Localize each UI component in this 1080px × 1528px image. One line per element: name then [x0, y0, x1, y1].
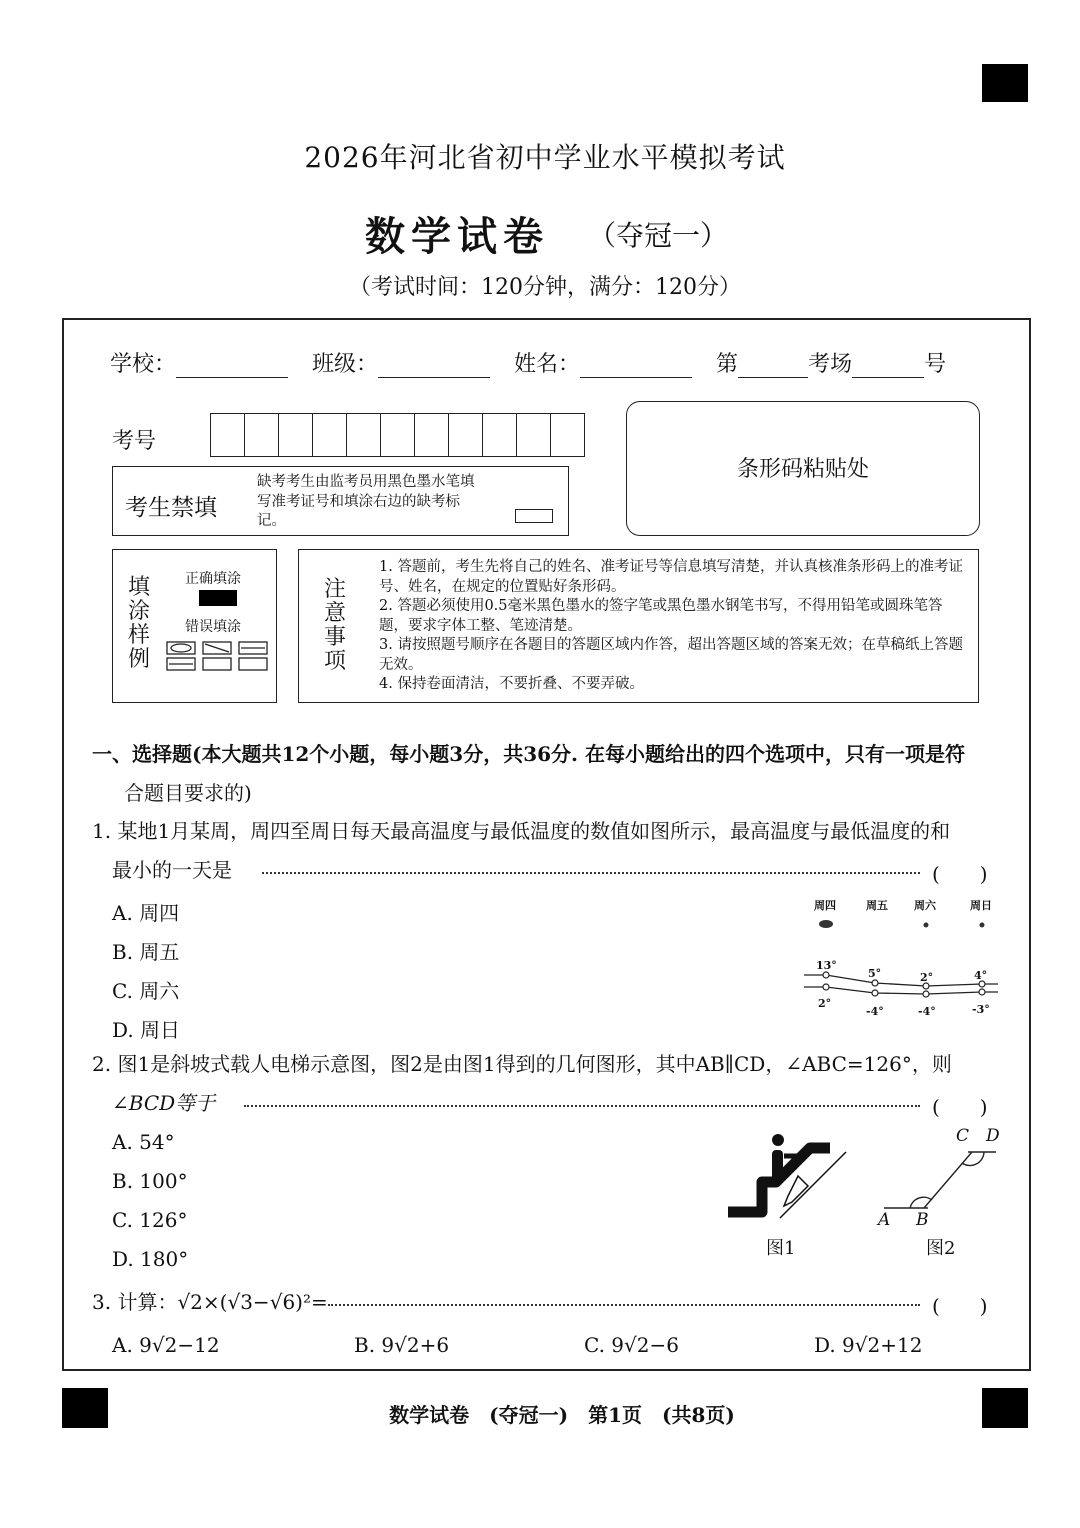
point-d-label: D: [986, 1126, 1000, 1146]
school-field[interactable]: [176, 355, 288, 378]
option-b: B. 周五: [112, 940, 180, 964]
note-item: 3. 请按照题号顺序在各题目的答题区域内作答，超出答题区域的答案无效；在草稿纸上答题无效。: [379, 637, 963, 673]
option-a: A. 9√2−12: [112, 1333, 220, 1357]
high-temp-label: 2°: [920, 971, 934, 984]
question-3: 3. 计算：√2×(√3−√6)²=: [92, 1290, 328, 1314]
low-point: [979, 989, 985, 995]
page-footer: 数学试卷 (夺冠一) 第1页 (共8页): [389, 1403, 735, 1427]
fill-wrong-samples: [165, 640, 269, 674]
section-heading: 一、选择题(本大题共12个小题，每小题3分，共36分. 在每小题给出的四个选项中，只有一项是符: [92, 742, 965, 766]
answer-paren[interactable]: ( ): [932, 1294, 988, 1318]
fill-correct-label: 正确填涂: [185, 571, 241, 587]
option-c: C. 126°: [112, 1208, 188, 1232]
room-mid: 考场: [808, 352, 853, 377]
high-temp-label: 13°: [816, 959, 837, 972]
low-temp-label: -3°: [972, 1003, 990, 1016]
exam-no-label: 考号: [112, 429, 157, 454]
fill-example-box: [112, 549, 277, 703]
low-point: [872, 990, 878, 996]
barcode-area: [626, 401, 980, 536]
subject-title: 数学试卷: [365, 213, 549, 260]
answer-paren[interactable]: ( ): [932, 862, 988, 886]
day-label: 周六: [914, 899, 936, 912]
option-a: A. 54°: [112, 1130, 175, 1154]
question-2: 2. 图1是斜坡式载人电梯示意图，图2是由图1得到的几何图形，其中AB∥CD，∠ABC=126°，则: [92, 1052, 952, 1076]
class-label: 班级：: [312, 352, 379, 377]
point-b-label: B: [916, 1210, 929, 1230]
exam-title: 2026年河北省初中学业水平模拟考试: [304, 141, 786, 174]
high-temp-label: 4°: [974, 969, 988, 982]
room-field[interactable]: [738, 355, 808, 378]
option-d: D. 9√2+12: [814, 1333, 923, 1357]
section-heading-cont: 合题目要求的): [124, 781, 252, 805]
name-field[interactable]: [580, 355, 692, 378]
option-d: D. 180°: [112, 1247, 189, 1271]
edition-label: （夺冠一）: [588, 219, 729, 252]
low-temp-label: -4°: [918, 1005, 936, 1018]
fill-correct-sample: [199, 590, 237, 606]
figure-2-label: 图2: [926, 1238, 956, 1259]
name-label: 姓名：: [514, 352, 581, 377]
fill-wrong-label: 错误填涂: [185, 619, 241, 635]
exam-no-cells[interactable]: [210, 413, 585, 457]
fill-title-char: 涂: [127, 599, 150, 624]
question-1: 1. 某地1月某周，周四至周日每天最高温度与最低温度的数值如图所示，最高温度与最低温度的和: [92, 819, 951, 843]
notes-title-char: 项: [323, 649, 346, 674]
school-row: [110, 347, 946, 378]
low-point: [823, 984, 829, 990]
registration-mark-top-right: [982, 64, 1028, 102]
barcode-label: 条形码粘贴处: [736, 457, 869, 482]
question-2-cont: ∠BCD等于: [112, 1091, 216, 1115]
notes-title-char: 事: [323, 625, 346, 650]
answer-leader-dots: [262, 862, 920, 874]
note-item: 4. 保持卷面清洁，不要折叠、不要弄破。: [379, 676, 644, 692]
notes-box: [298, 549, 979, 703]
notes-title-char: 注: [323, 577, 346, 602]
notes-list: [379, 558, 969, 695]
high-point: [823, 972, 829, 978]
low-point: [923, 991, 929, 997]
figure-1-label: 图1: [766, 1238, 796, 1259]
high-point: [872, 980, 878, 986]
option-a: A. 周四: [112, 901, 180, 925]
low-temp-label: 2°: [818, 997, 832, 1010]
school-label: 学校：: [110, 352, 177, 377]
class-field[interactable]: [378, 355, 490, 378]
high-temp-label: 5°: [868, 967, 882, 980]
time-info: （考试时间：120分钟，满分：120分）: [349, 275, 741, 300]
absent-title: 考生禁填: [125, 495, 217, 521]
day-label: 周四: [814, 899, 836, 912]
notes-title: [323, 578, 347, 674]
fill-title-char: 例: [127, 647, 150, 672]
geometry-figure: [880, 1140, 1000, 1220]
temperature-figure: [800, 895, 1000, 1025]
low-temp-label: -4°: [866, 1005, 884, 1018]
answer-leader-dots: [244, 1095, 920, 1107]
option-c: C. 9√2−6: [584, 1333, 679, 1357]
fill-title-char: 样: [127, 623, 150, 648]
room-prefix: 第: [716, 352, 739, 377]
option-b: B. 9√2+6: [354, 1333, 450, 1357]
absent-text: 缺考考生由监考员用黑色墨水笔填写准考证号和填涂右边的缺考标记。: [257, 474, 475, 529]
seat-field[interactable]: [852, 355, 924, 378]
day-label: 周日: [970, 899, 992, 912]
option-d: D. 周日: [112, 1018, 181, 1042]
note-item: 1. 答题前，考生先将自己的姓名、准考证号等信息填写清楚，并认真核准条形码上的准考证号、姓名，在规定的位置贴好条形码。: [379, 559, 963, 595]
fill-title-char: 填: [127, 575, 150, 600]
sun-icon: [980, 923, 985, 928]
sun-icon: [924, 923, 929, 928]
option-c: C. 周六: [112, 979, 180, 1003]
question-1-cont: 最小的一天是: [112, 858, 232, 882]
day-label: 周五: [866, 899, 888, 912]
option-b: B. 100°: [112, 1169, 188, 1193]
point-a-label: A: [878, 1210, 891, 1230]
note-item: 2. 答题必须使用0.5毫米黑色墨水的签字笔或黑色墨水钢笔书写，不得用铅笔或圆珠笔答题，要求字体工整、笔迹清楚。: [379, 598, 943, 634]
absent-mark-box[interactable]: [515, 509, 553, 523]
absent-box: [112, 466, 569, 536]
point-c-label: C: [956, 1126, 970, 1146]
answer-leader-dots: [328, 1294, 920, 1306]
notes-title-char: 意: [323, 601, 346, 626]
escalator-figure: [722, 1130, 852, 1220]
answer-paren[interactable]: ( ): [932, 1095, 988, 1119]
fill-title: [127, 576, 151, 672]
room-suffix: 号: [924, 352, 947, 377]
cloud-icon: [819, 920, 833, 928]
